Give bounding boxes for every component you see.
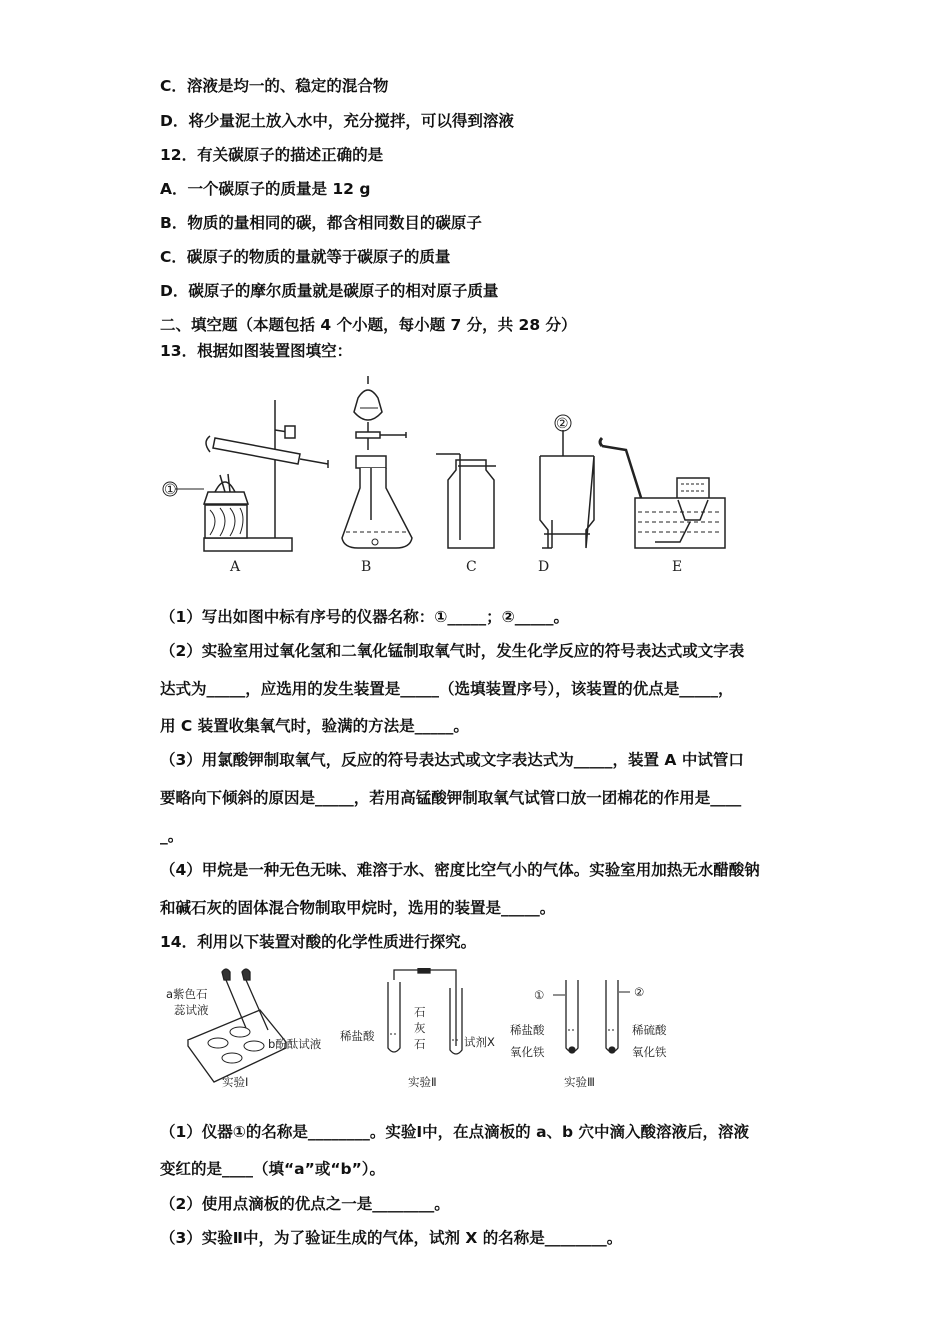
q13-apparatus-figure (160, 370, 740, 580)
q13-part1: （1）写出如图中标有序号的仪器名称：①_____；②_____。 (160, 608, 570, 626)
q13-part4-line2: 和碱石灰的固体混合物制取甲烷时，选用的装置是_____。 (160, 899, 556, 917)
experiment-3 (553, 980, 630, 1053)
marker-2: ② (556, 416, 569, 432)
label-b-phenolphthalein: b酚酞试液 (268, 1037, 322, 1051)
apparatus-c (436, 454, 496, 548)
q13-part3-line3: _。 (160, 827, 184, 845)
section-heading: 二、填空题（本题包括 4 个小题，每小题 7 分，共 28 分） (160, 316, 577, 334)
q13-part2-line2: 达式为_____，应选用的发生装置是_____（选填装置序号），该装置的优点是_____， (160, 680, 734, 698)
apparatus-d (540, 415, 594, 548)
marker-2-exp3: ② (634, 985, 645, 999)
marker-1: ① (164, 482, 177, 498)
marker-1-exp3: ① (534, 988, 545, 1002)
label-a-litmus: a紫色石 (166, 987, 208, 1001)
label-exp3: 实验Ⅲ (564, 1075, 595, 1089)
q13-part3-line2: 要略向下倾斜的原因是_____，若用高锰酸钾制取氧气试管口放一团棉花的作用是____ (160, 789, 742, 807)
label-c: C (466, 559, 477, 575)
label-reagent-x: 试剂X (464, 1035, 495, 1049)
label-iron-oxide-1: 氧化铁 (510, 1045, 545, 1059)
q12-stem: 12．有关碳原子的描述正确的是 (160, 146, 384, 164)
experiment-1 (188, 969, 286, 1082)
q14-part1-line2: 变红的是____（填“a”或“b”）。 (160, 1160, 386, 1178)
label-exp1: 实验Ⅰ (222, 1075, 249, 1089)
label-dilute-hcl-3: 稀盐酸 (510, 1023, 545, 1037)
q12-option-d: D．碳原子的摩尔质量就是碳原子的相对原子质量 (160, 282, 499, 300)
q12-option-c: C．碳原子的物质的量就等于碳原子的质量 (160, 248, 451, 266)
label-a: A (230, 559, 241, 575)
label-iron-oxide-2: 氧化铁 (632, 1045, 667, 1059)
label-exp2: 实验Ⅱ (408, 1075, 437, 1089)
q14-part1-line1: （1）仪器①的名称是________。实验Ⅰ中，在点滴板的 a、b 穴中滴入酸溶液后，溶液 (160, 1123, 750, 1141)
q14-part2: （2）使用点滴板的优点之一是________。 (160, 1195, 450, 1213)
q14-experiment-figure (160, 968, 720, 1096)
label-limestone-3: 石 (414, 1037, 426, 1051)
label-dilute-h2so4: 稀硫酸 (632, 1023, 667, 1037)
label-e: E (672, 559, 683, 575)
q13-stem: 13．根据如图装置图填空： (160, 342, 353, 360)
label-limestone-2: 灰 (414, 1021, 426, 1035)
apparatus-e (600, 438, 725, 548)
label-limestone-1: 石 (414, 1005, 426, 1019)
q14-stem: 14．利用以下装置对酸的化学性质进行探究。 (160, 933, 477, 951)
label-d: D (538, 559, 550, 575)
apparatus-b (342, 376, 412, 548)
q13-part3-line1: （3）用氯酸钾制取氧气，反应的符号表达式或文字表达式为_____，装置 A 中试管口 (160, 751, 744, 769)
q12-option-b: B．物质的量相同的碳，都含相同数目的碳原子 (160, 214, 482, 232)
label-a-litmus-2: 蕊试液 (174, 1003, 209, 1017)
q13-part4-line1: （4）甲烷是一种无色无味、难溶于水、密度比空气小的气体。实验室用加热无水醋酸钠 (160, 861, 760, 879)
q14-part3: （3）实验Ⅱ中，为了验证生成的气体，试剂 X 的名称是________。 (160, 1229, 623, 1247)
label-b: B (361, 559, 372, 575)
q13-part2-line3: 用 C 装置收集氧气时，验满的方法是_____。 (160, 717, 469, 735)
q11-option-d: D．将少量泥土放入水中，充分搅拌，可以得到溶液 (160, 112, 514, 130)
q12-option-a: A．一个碳原子的质量是 12 g (160, 180, 371, 198)
q13-part2-line1: （2）实验室用过氧化氢和二氧化锰制取氧气时，发生化学反应的符号表达式或文字表 (160, 642, 745, 660)
q11-option-c: C．溶液是均一的、稳定的混合物 (160, 77, 389, 95)
label-dilute-hcl: 稀盐酸 (340, 1029, 375, 1043)
apparatus-a (204, 400, 328, 551)
